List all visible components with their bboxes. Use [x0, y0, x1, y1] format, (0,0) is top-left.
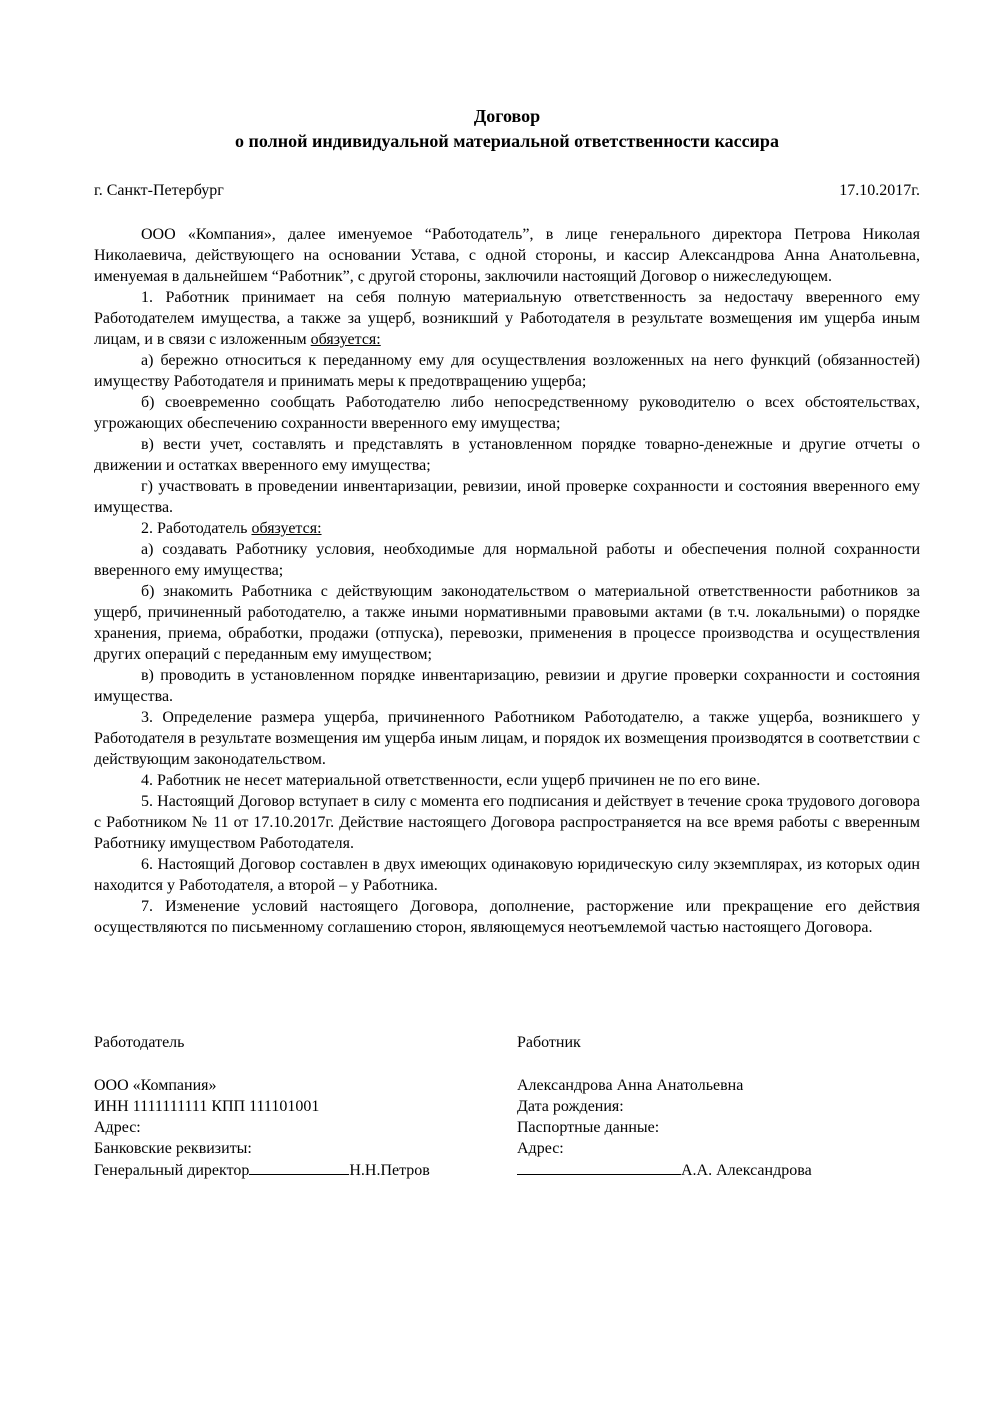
paragraph-6: 6. Настоящий Договор составлен в двух имеющих одинаковую юридическую силу экземплярах, из которых один находится у Работодателя, а второй – у Работника.	[94, 856, 920, 894]
paragraph-1-underlined: обязуется:	[310, 331, 381, 348]
paragraph-5: 5. Настоящий Договор вступает в силу с момента его подписания и действует в течение срока трудового договора с Работником № 11 от 17.10.2017г. Действие настоящего Договора распространяется на все время работы с вверенным Работнику имуществом Работодателя.	[94, 793, 920, 852]
employee-sign-name: А.А. Александрова	[681, 1162, 812, 1179]
employer-bank: Банковские реквизиты:	[94, 1140, 252, 1157]
paragraph-1a: а) бережно относиться к переданному ему для осуществления возложенных на него функций (обязанностей) имуществу Работодателя и принимать меры к предотвращению ущерба;	[94, 352, 920, 390]
employee-passport: Паспортные данные:	[517, 1119, 660, 1136]
employee-sign-row	[517, 1159, 917, 1181]
employer-name: ООО «Компания»	[94, 1077, 217, 1094]
paragraph-1d: г) участвовать в проведении инвентаризации, ревизии, иной проверке сохранности и состояния вверенного ему имущества.	[94, 478, 920, 516]
employer-heading: Работодатель	[94, 1034, 185, 1051]
paragraph-1-text: 1. Работник принимает на себя полную материальную ответственность за недостачу вверенного ему Работодателем имущества, а также за ущерб, возникший у Работодателя в результате возмещения им ущерба иным лицам, и в связи с изложенным	[94, 289, 920, 348]
employee-name: Александрова Анна Анатольевна	[517, 1077, 744, 1094]
director-signature-line	[249, 1159, 349, 1175]
employee-heading: Работник	[517, 1034, 581, 1051]
employer-inn-kpp: ИНН 1111111111 КПП 111101001	[94, 1098, 320, 1115]
employer-director-row	[94, 1159, 494, 1181]
employee-signature-block	[517, 1032, 917, 1181]
paragraph-1c: в) вести учет, составлять и представлять в установленном порядке товарно-денежные и другие отчеты о движении и остатках вверенного ему имущества;	[94, 436, 920, 474]
place: г. Санкт-Петербург	[94, 182, 224, 199]
paragraph-2b: б) знакомить Работника с действующим законодательством о материальной ответственности работников за ущерб, причиненный работодателю, а также иными нормативными правовыми актами (в т.ч. локальными) о порядке хранения, приема, обработки, продажи (отпуска), перевозки, применения в процессе производства и осуществления других операций с переданным ему имуществом;	[94, 583, 920, 663]
paragraph-2c: в) проводить в установленном порядке инвентаризацию, ревизии и другие проверки сохранности и состояния имущества.	[94, 667, 920, 705]
title-line-1: Договор	[473, 106, 541, 126]
paragraph-7: 7. Изменение условий настоящего Договора, дополнение, расторжение или прекращение его действия осуществляются по письменному соглашению сторон, являющемуся неотъемлемой частью настоящего Договора.	[94, 898, 920, 936]
paragraph-2-text: 2. Работодатель	[141, 520, 252, 537]
paragraph-3: 3. Определение размера ущерба, причиненного Работником Работодателю, а также ущерба, возникшего у Работодателя в результате возмещения им ущерба иным лицам, и порядок их возмещения производятся в соответствии с действующим законодательством.	[94, 709, 920, 768]
paragraph-1b: б) своевременно сообщать Работодателю либо непосредственному руководителю о всех обстоятельствах, угрожающих обеспечению сохранности вверенного ему имущества;	[94, 394, 920, 432]
employee-birth: Дата рождения:	[517, 1098, 624, 1115]
paragraph-intro: ООО «Компания», далее именуемое “Работодатель”, в лице генерального директора Петрова Николая Николаевича, действующего на основании Устава, с одной стороны, и кассир Александрова Анна Анатольевна, именуемая в дальнейшем “Работник”, с другой стороны, заключили настоящий Договор о нижеследующем.	[94, 226, 920, 285]
director-label: Генеральный директор	[94, 1162, 250, 1179]
paragraph-2a: а) создавать Работнику условия, необходимые для нормальной работы и обеспечения полной сохранности вверенного ему имущества;	[94, 541, 920, 579]
paragraph-1	[94, 287, 920, 350]
date: 17.10.2017г.	[839, 182, 920, 199]
employer-address: Адрес:	[94, 1119, 141, 1136]
employee-signature-line	[517, 1159, 681, 1175]
title-line-2: о полной индивидуальной материальной ответственности кассира	[235, 131, 779, 151]
employee-address: Адрес:	[517, 1140, 564, 1157]
employer-signature-block	[94, 1032, 494, 1181]
paragraph-4: 4. Работник не несет материальной ответственности, если ущерб причинен не по его вине.	[141, 772, 761, 789]
document-title	[94, 104, 920, 154]
contract-body	[94, 224, 920, 938]
director-sign-name: Н.Н.Петров	[349, 1162, 430, 1179]
paragraph-2	[94, 518, 920, 539]
place-date-row	[94, 180, 920, 201]
paragraph-2-underlined: обязуется:	[251, 520, 322, 537]
